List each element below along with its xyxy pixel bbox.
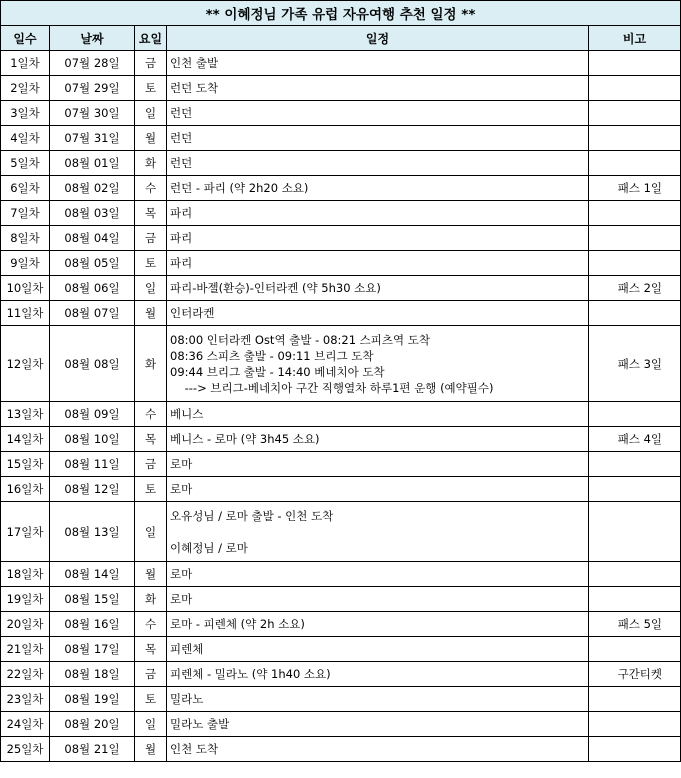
table-row [1,201,681,226]
note-cell [589,226,681,251]
day-cell: 13일차 [1,402,50,427]
date-cell: 08월 16일 [50,612,135,637]
schedule-cell [167,126,589,151]
day-cell: 4일차 [1,126,50,151]
note-cell [589,126,681,151]
table-row [1,326,681,402]
schedule-line: 오유성님 / 로마 출발 - 인천 도착 [170,508,334,523]
date-cell: 08월 07일 [50,301,135,326]
weekday-cell: 토 [135,687,167,712]
weekday-cell: 일 [135,101,167,126]
date-cell: 08월 01일 [50,151,135,176]
schedule-cell [167,477,589,502]
day-cell: 8일차 [1,226,50,251]
schedule-cell [167,687,589,712]
schedule-cell [167,712,589,737]
table-row [1,226,681,251]
schedule-line: 로마 [170,457,193,471]
table-row [1,301,681,326]
table-title: ** 이혜정님 가족 유럽 자유여행 추천 일정 ** [1,1,681,26]
note-cell: 패스 3일 [589,326,681,402]
weekday-cell: 토 [135,76,167,101]
day-cell: 19일차 [1,587,50,612]
weekday-cell: 금 [135,226,167,251]
schedule-line: 파리-바젤(환승)-인터라켄 (약 5h30 소요) [170,281,381,295]
schedule-cell [167,51,589,76]
note-cell [589,201,681,226]
weekday-cell: 목 [135,427,167,452]
weekday-cell: 목 [135,637,167,662]
weekday-cell: 화 [135,151,167,176]
day-cell: 23일차 [1,687,50,712]
day-cell: 17일차 [1,502,50,562]
date-cell: 08월 19일 [50,687,135,712]
day-cell: 9일차 [1,251,50,276]
weekday-cell: 일 [135,712,167,737]
schedule-line: ---> 브리그-베네치아 구간 직행열차 하루1편 운행 (예약필수) [170,380,494,395]
date-cell: 08월 13일 [50,502,135,562]
date-cell: 07월 31일 [50,126,135,151]
schedule-line: 런던 도착 [170,81,219,95]
day-cell: 14일차 [1,427,50,452]
note-cell [589,637,681,662]
weekday-cell: 월 [135,301,167,326]
weekday-cell: 화 [135,587,167,612]
header-date: 날짜 [50,26,135,51]
schedule-line: 파리 [170,206,193,220]
note-cell [589,687,681,712]
schedule-cell [167,326,589,402]
schedule-cell [167,301,589,326]
note-cell [589,452,681,477]
table-row [1,712,681,737]
note-cell: 패스 5일 [589,612,681,637]
note-cell: 패스 4일 [589,427,681,452]
table-row [1,251,681,276]
schedule-line: 런던 - 파리 (약 2h20 소요) [170,181,309,195]
table-row [1,402,681,427]
weekday-cell: 토 [135,251,167,276]
schedule-spacer [170,524,588,540]
weekday-cell: 금 [135,452,167,477]
schedule-line: 로마 [170,592,193,606]
schedule-line: 런던 [170,106,193,120]
table-row [1,737,681,762]
schedule-cell [167,276,589,301]
date-cell: 08월 15일 [50,587,135,612]
weekday-cell: 토 [135,477,167,502]
table-row [1,662,681,687]
note-cell [589,477,681,502]
date-cell: 08월 09일 [50,402,135,427]
day-cell: 3일차 [1,101,50,126]
schedule-line: 파리 [170,256,193,270]
table-row [1,587,681,612]
schedule-line: 파리 [170,231,193,245]
note-cell [589,151,681,176]
day-cell: 22일차 [1,662,50,687]
date-cell: 08월 04일 [50,226,135,251]
weekday-cell: 일 [135,502,167,562]
schedule-cell [167,587,589,612]
day-cell: 1일차 [1,51,50,76]
note-cell [589,251,681,276]
date-cell: 08월 10일 [50,427,135,452]
day-cell: 11일차 [1,301,50,326]
header-schedule: 일정 [167,26,589,51]
schedule-cell [167,502,589,562]
table-row [1,126,681,151]
table-row [1,76,681,101]
date-cell: 07월 29일 [50,76,135,101]
schedule-cell [167,637,589,662]
day-cell: 12일차 [1,326,50,402]
note-cell [589,502,681,562]
weekday-cell: 월 [135,737,167,762]
schedule-cell [167,151,589,176]
schedule-cell [167,251,589,276]
schedule-cell [167,76,589,101]
date-cell: 07월 30일 [50,101,135,126]
weekday-cell: 금 [135,51,167,76]
weekday-cell: 화 [135,326,167,402]
schedule-line: 런던 [170,131,193,145]
day-cell: 6일차 [1,176,50,201]
schedule-cell [167,662,589,687]
note-cell [589,402,681,427]
date-cell: 08월 05일 [50,251,135,276]
note-cell: 구간티켓 [589,662,681,687]
schedule-line: 인천 도착 [170,742,219,756]
table-row [1,151,681,176]
day-cell: 5일차 [1,151,50,176]
date-cell: 08월 02일 [50,176,135,201]
note-cell: 패스 1일 [589,176,681,201]
title-row [1,1,681,26]
schedule-line: 08:36 스피츠 출발 - 09:11 브리그 도착 [170,348,374,363]
date-cell: 08월 14일 [50,562,135,587]
day-cell: 10일차 [1,276,50,301]
schedule-line: 로마 [170,567,193,581]
table-row [1,101,681,126]
date-cell: 08월 06일 [50,276,135,301]
schedule-cell [167,737,589,762]
note-cell [589,587,681,612]
schedule-line: 로마 - 피렌체 (약 2h 소요) [170,617,305,631]
date-cell: 08월 21일 [50,737,135,762]
schedule-line: 베니스 - 로마 (약 3h45 소요) [170,432,320,446]
header-row [1,26,681,51]
table-row [1,427,681,452]
day-cell: 25일차 [1,737,50,762]
note-cell [589,76,681,101]
schedule-cell [167,402,589,427]
schedule-line: 베니스 [170,407,204,421]
table-row [1,452,681,477]
day-cell: 7일차 [1,201,50,226]
schedule-line: 밀라노 [170,692,204,706]
schedule-line: 09:44 브리그 출발 - 14:40 베네치아 도착 [170,364,385,379]
schedule-cell [167,226,589,251]
day-cell: 24일차 [1,712,50,737]
date-cell: 08월 03일 [50,201,135,226]
note-cell [589,51,681,76]
day-cell: 18일차 [1,562,50,587]
schedule-line: 밀라노 출발 [170,717,230,731]
note-cell [589,562,681,587]
day-cell: 15일차 [1,452,50,477]
schedule-cell [167,612,589,637]
schedule-line: 피렌체 - 밀라노 (약 1h40 소요) [170,667,331,681]
schedule-cell [167,201,589,226]
date-cell: 08월 18일 [50,662,135,687]
weekday-cell: 월 [135,126,167,151]
schedule-line: 인터라켄 [170,306,215,320]
date-cell: 08월 11일 [50,452,135,477]
table-row [1,502,681,562]
schedule-line: 08:00 인터라켄 Ost역 출발 - 08:21 스피츠역 도착 [170,332,430,347]
table-row [1,637,681,662]
note-cell: 패스 2일 [589,276,681,301]
table-row [1,477,681,502]
table-row [1,176,681,201]
date-cell: 07월 28일 [50,51,135,76]
date-cell: 08월 17일 [50,637,135,662]
schedule-line: 이혜정님 / 로마 [170,540,248,555]
header-note: 비고 [589,26,681,51]
schedule-line: 런던 [170,156,193,170]
schedule-line: 로마 [170,482,193,496]
schedule-cell [167,101,589,126]
day-cell: 16일차 [1,477,50,502]
weekday-cell: 수 [135,612,167,637]
note-cell [589,712,681,737]
schedule-cell [167,176,589,201]
schedule-line: 피렌체 [170,642,204,656]
header-day: 일수 [1,26,50,51]
schedule-cell [167,562,589,587]
table-row [1,562,681,587]
table-row [1,612,681,637]
table-row [1,276,681,301]
schedule-cell [167,452,589,477]
schedule-cell [167,427,589,452]
schedule-line: 인천 출발 [170,56,219,70]
note-cell [589,101,681,126]
weekday-cell: 금 [135,662,167,687]
date-cell: 08월 12일 [50,477,135,502]
weekday-cell: 수 [135,402,167,427]
note-cell [589,301,681,326]
day-cell: 21일차 [1,637,50,662]
day-cell: 2일차 [1,76,50,101]
weekday-cell: 월 [135,562,167,587]
weekday-cell: 일 [135,276,167,301]
table-row [1,687,681,712]
date-cell: 08월 08일 [50,326,135,402]
header-weekday: 요일 [135,26,167,51]
date-cell: 08월 20일 [50,712,135,737]
table-row [1,51,681,76]
weekday-cell: 수 [135,176,167,201]
weekday-cell: 목 [135,201,167,226]
day-cell: 20일차 [1,612,50,637]
note-cell [589,737,681,762]
